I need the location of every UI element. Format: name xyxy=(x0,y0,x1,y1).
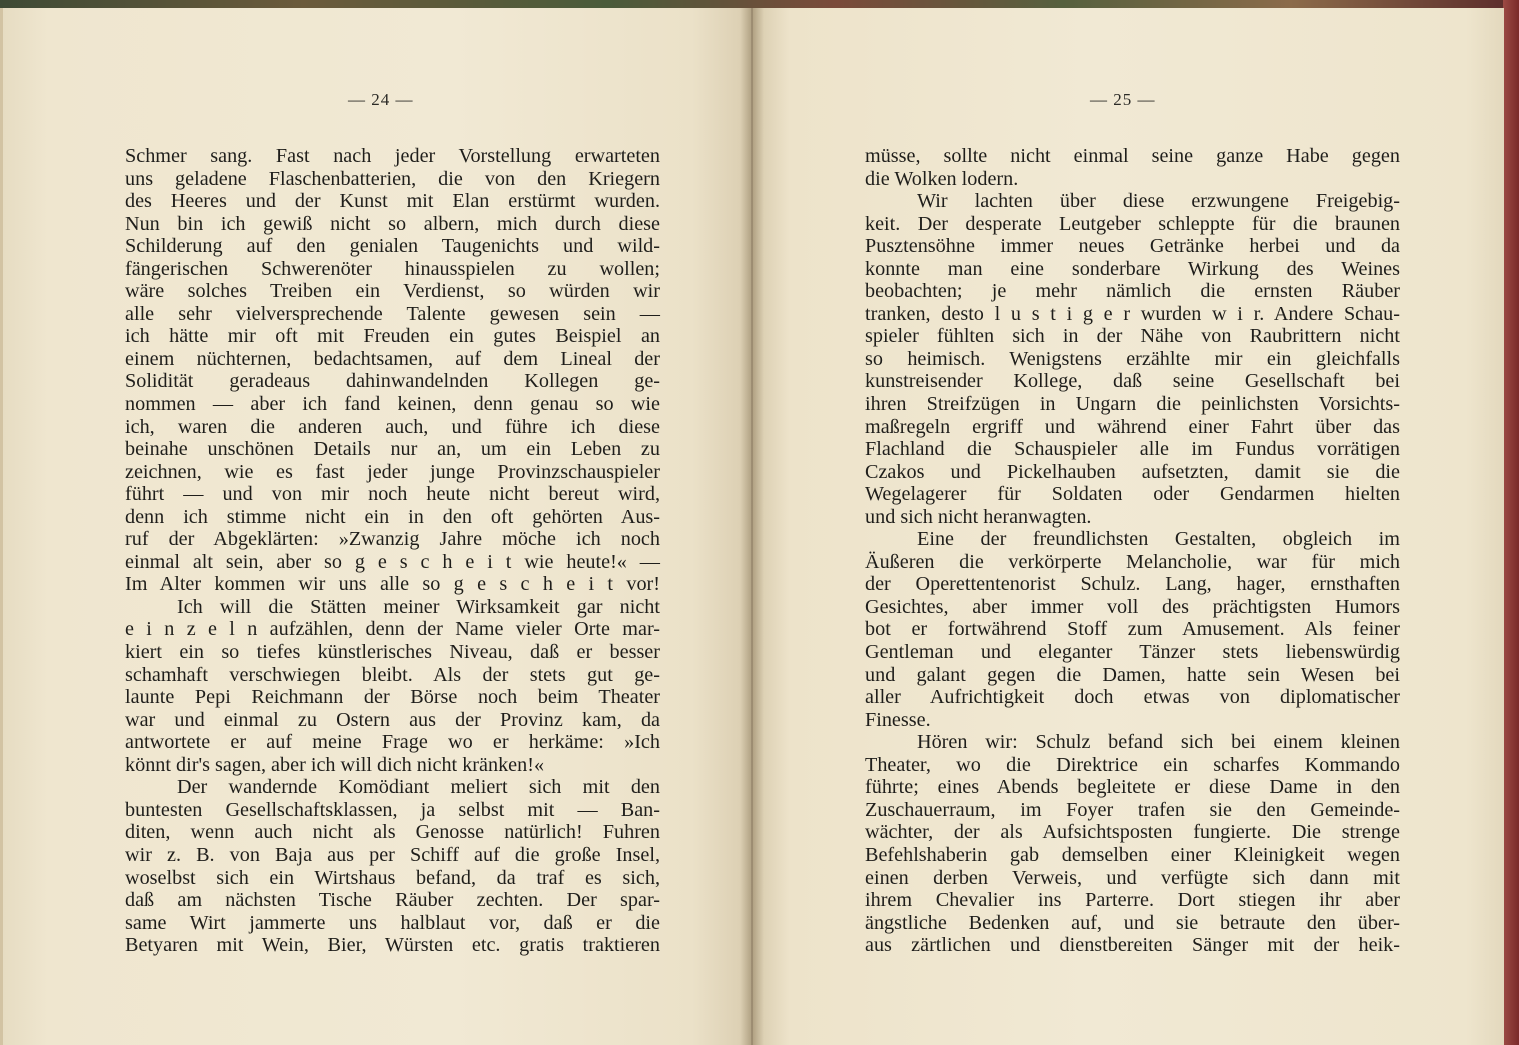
text-line: beinahe unschönen Details nur an, um ein Leben zu xyxy=(125,438,660,461)
text-line: Hören wir: Schulz befand sich bei einem kleinen xyxy=(917,731,1400,754)
text-line: keit. Der desperate Leutgeber schleppte für die braunen xyxy=(865,212,1400,235)
text-line: Gesichtes, aber immer voll des prächtigsten Humors xyxy=(865,595,1400,618)
text-line: Der wandernde Komödiant meliert sich mit den xyxy=(177,776,660,799)
text-line: Theater, wo die Direktrice ein scharfes Kommando xyxy=(865,753,1400,776)
text-line: ich, waren die anderen auch, und führe ich diese xyxy=(125,415,660,438)
text-line: antwortete er auf meine Frage wo er herkäme: »Ich xyxy=(125,731,660,754)
text-line: führte; eines Abends begleitete er diese Dame in den xyxy=(865,776,1400,799)
text-line: Finesse. xyxy=(865,708,931,731)
text-line: nommen — aber ich fand keinen, denn genau so wie xyxy=(125,393,660,416)
text-line: ihren Streifzügen in Ungarn die peinlichsten Vorsichts- xyxy=(865,393,1400,416)
text-line: führt — und von mir noch heute nicht bereut wird, xyxy=(125,483,660,506)
text-line: Ich will die Stätten meiner Wirksamkeit gar nicht xyxy=(177,595,660,618)
text-line: Schilderung auf den genialen Taugenichts und wild- xyxy=(125,235,660,258)
text-line: Czakos und Pickelhauben aufsetzten, damit sie die xyxy=(865,460,1400,483)
text-line: zeichnen, wie es fast jeder junge Provinzschauspieler xyxy=(125,460,660,483)
text-line: launte Pepi Reichmann der Börse noch beim Theater xyxy=(125,686,660,709)
text-line: buntesten Gesellschaftsklassen, ja selbst mit — Ban- xyxy=(125,798,660,821)
text-line: same Wirt jammerte uns halblaut vor, daß er die xyxy=(125,911,660,934)
text-line: spieler fühlten sich in der Nähe von Raubrittern nicht xyxy=(865,325,1400,348)
text-line: ich hätte mir oft mit Freuden ein gutes Beispiel an xyxy=(125,325,660,348)
text-line: schamhaft verschwiegen bleibt. Als der stets gut ge- xyxy=(125,663,660,686)
right-page-body xyxy=(865,145,1400,957)
text-line: Eine der freundlichsten Gestalten, obgleich im xyxy=(917,528,1400,551)
left-page xyxy=(0,8,752,1045)
text-line: Zuschauerraum, im Foyer trafen sie den Gemeinde- xyxy=(865,798,1400,821)
text-line: diten, wenn auch nicht als Genosse natürlich! Fuhren xyxy=(125,821,660,844)
text-line: des Heeres und der Kunst mit Elan erstürmt wurden. xyxy=(125,190,660,213)
text-line: e i n z e l n aufzählen, denn der Name vieler Orte mar- xyxy=(125,618,660,641)
text-line: einen derben Verweis, und verfügte sich dann mit xyxy=(865,866,1400,889)
text-line: beobachten; je mehr nämlich die ernsten Räuber xyxy=(865,280,1400,303)
text-line: Wegelagerer für Soldaten oder Gendarmen hielten xyxy=(865,483,1400,506)
text-line: Äußeren die verkörperte Melancholie, war für mich xyxy=(865,550,1400,573)
book-cover-side xyxy=(1503,0,1519,1045)
text-line: der Operettentenorist Schulz. Lang, hager, ernsthaften xyxy=(865,573,1400,596)
text-line: denn ich stimme nicht ein in den oft gehörten Aus- xyxy=(125,505,660,528)
text-line: aller Aufrichtigkeit doch etwas von diplomatischer xyxy=(865,686,1400,709)
text-line: konnte man eine sonderbare Wirkung des Weines xyxy=(865,257,1400,280)
right-page xyxy=(752,8,1504,1045)
text-line: Pusztensöhne immer neues Getränke herbei und da xyxy=(865,235,1400,258)
text-line: fängerischen Schwerenöter hinausspielen zu wollen; xyxy=(125,257,660,280)
text-line: Gentleman und eleganter Tänzer stets liebenswürdig xyxy=(865,641,1400,664)
text-line: aus zärtlichen und dienstbereiten Sänger mit der heik- xyxy=(865,934,1400,957)
text-line: die Wolken lodern. xyxy=(865,167,1019,190)
text-line: wächter, der als Aufsichtsposten fungierte. Die strenge xyxy=(865,821,1400,844)
text-line: daß am nächsten Tische Räuber zechten. Der spar- xyxy=(125,889,660,912)
text-line: ruf der Abgeklärten: »Zwanzig Jahre möche ich noch xyxy=(125,528,660,551)
text-line: maßregeln ergriff und während einer Fahrt über das xyxy=(865,415,1400,438)
text-line: könnt dir's sagen, aber ich will dich nicht kränken!« xyxy=(125,753,545,776)
text-line: wir z. B. von Baja aus per Schiff auf die große Insel, xyxy=(125,843,660,866)
text-line: Wir lachten über diese erzwungene Freigebig- xyxy=(917,190,1400,213)
text-line: alle sehr vielversprechende Talente gewesen sein — xyxy=(125,302,660,325)
text-line: ängstliche Bedenken auf, und sie betraute den über- xyxy=(865,911,1400,934)
left-page-body xyxy=(125,145,660,957)
text-line: Im Alter kommen wir uns alle so g e s c h e i t vor! xyxy=(125,573,660,596)
text-line: einem nüchternen, bedachtsamen, auf dem Lineal der xyxy=(125,347,660,370)
page-number-right: — 25 — xyxy=(1090,90,1156,109)
text-line: kunstreisender Kollege, daß seine Gesellschaft bei xyxy=(865,370,1400,393)
text-line: Schmer sang. Fast nach jeder Vorstellung erwarteten xyxy=(125,145,660,167)
text-line: und galant gegen die Damen, hatte sein Wesen bei xyxy=(865,663,1400,686)
text-line: und sich nicht heranwagten. xyxy=(865,505,1092,528)
text-line: ihrem Chevalier ins Parterre. Dort stiegen ihr aber xyxy=(865,889,1400,912)
text-line: kiert ein so tiefes künstlerisches Niveau, daß er besser xyxy=(125,641,660,664)
text-line: müsse, sollte nicht einmal seine ganze Habe gegen xyxy=(865,145,1400,167)
text-line: Solidität geradeaus dahinwandelnden Kollegen ge- xyxy=(125,370,660,393)
text-line: war und einmal zu Ostern aus der Provinz kam, da xyxy=(125,708,660,731)
text-line: bot er fortwährend Stoff zum Amusement. Als feiner xyxy=(865,618,1400,641)
text-line: wäre solches Treiben ein Verdienst, so würden wir xyxy=(125,280,660,303)
text-line: uns geladene Flaschenbatterien, die von den Kriegern xyxy=(125,167,660,190)
text-line: Flachland die Schauspieler alle im Fundus vorrätigen xyxy=(865,438,1400,461)
text-line: Nun bin ich gewiß nicht so albern, mich durch diese xyxy=(125,212,660,235)
text-line: Betyaren mit Wein, Bier, Würsten etc. gratis traktieren xyxy=(125,934,660,957)
text-line: einmal alt sein, aber so g e s c h e i t wie heute!« — xyxy=(125,550,660,573)
text-line: so heimisch. Wenigstens erzählte mir ein gleichfalls xyxy=(865,347,1400,370)
page-number-left: — 24 — xyxy=(348,90,414,109)
text-line: Befehlshaberin gab demselben einer Kleinigkeit wegen xyxy=(865,843,1400,866)
text-line: woselbst sich ein Wirtshaus befand, da traf es sich, xyxy=(125,866,660,889)
text-line: tranken, desto l u s t i g e r wurden w i r. Andere Schau- xyxy=(865,302,1400,325)
